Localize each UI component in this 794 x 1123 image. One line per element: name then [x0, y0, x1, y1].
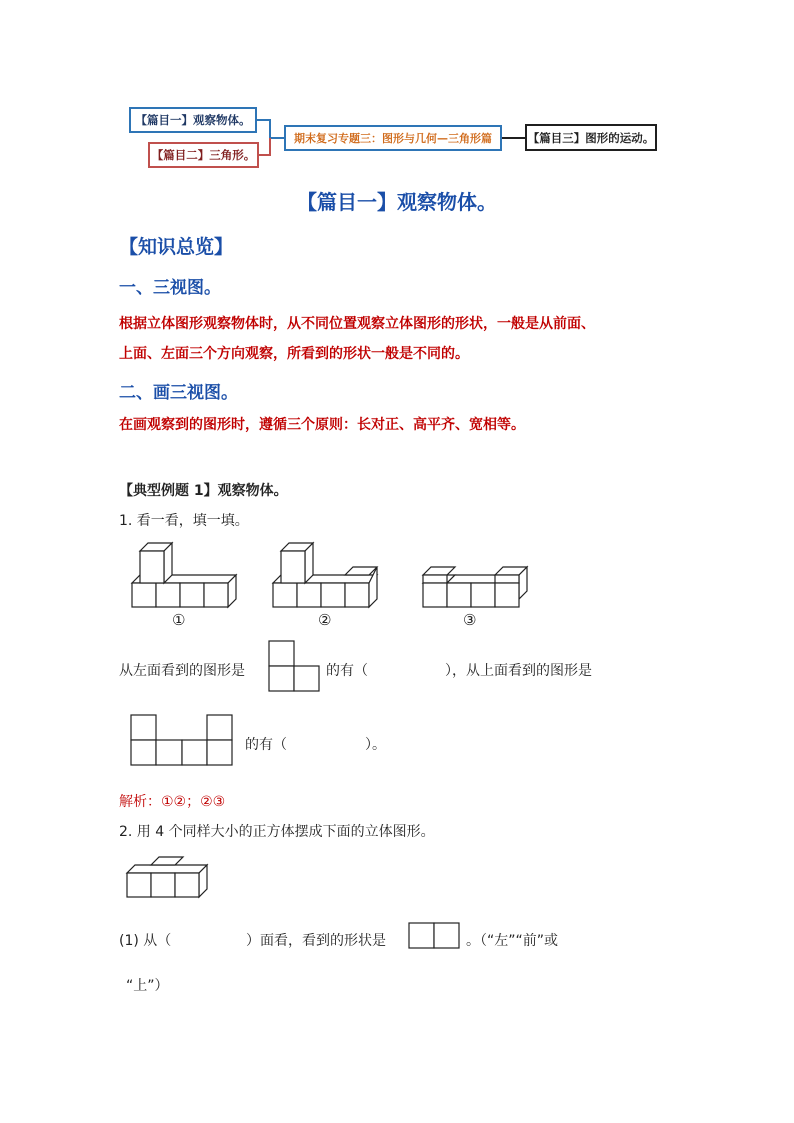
- q1-text-d: 的有（: [245, 737, 287, 753]
- section1-line1: 根据立体图形观察物体时，从不同位置观察立体图形的形状，一般是从前面、: [119, 316, 595, 332]
- q2-1-text-b: ）面看，看到的形状是: [246, 933, 386, 949]
- example-heading: 【典型例题 1】观察物体。: [119, 483, 288, 499]
- section2-heading: 二、画三视图。: [119, 383, 238, 403]
- section1-heading: 一、三视图。: [119, 278, 221, 298]
- view-two-squares: [408, 922, 462, 950]
- question-2: 2. 用 4 个同样大小的正方体摆成下面的立体图形。: [119, 824, 435, 840]
- figure-3-drawing: [423, 567, 527, 607]
- q1-text-b: 的有（: [326, 663, 368, 679]
- figure-label-1: ①: [172, 611, 186, 629]
- figure-label-3: ③: [463, 611, 477, 629]
- q2-1-text-a: (1) 从（: [119, 933, 172, 949]
- q1-blank-1[interactable]: [372, 676, 442, 677]
- page-title: 【篇目一】观察物体。: [297, 190, 497, 214]
- mindmap-branch-1: 【篇目一】观察物体。: [129, 107, 257, 133]
- left-view-shape: [268, 640, 322, 694]
- four-cubes-figure: [124, 853, 214, 899]
- section1-line2: 上面、左面三个方向观察，所看到的形状一般是不同的。: [119, 346, 469, 362]
- q1-text-e: ）。: [365, 737, 386, 753]
- top-view-shape: [130, 714, 236, 768]
- mindmap-center: 期末复习专题三：图形与几何—三角形篇: [284, 125, 502, 151]
- question-1: 1. 看一看，填一填。: [119, 513, 249, 529]
- q1-text-c: ），从上面看到的图形是: [445, 663, 592, 679]
- section2-line1: 在画观察到的图形时，遵循三个原则：长对正、高平齐、宽相等。: [119, 417, 525, 433]
- q1-blank-2[interactable]: [292, 750, 362, 751]
- figure-1-drawing: [132, 543, 236, 607]
- q2-1-text-c: 。（“左”“前”或: [466, 933, 559, 949]
- mindmap-branch-3: 【篇目三】图形的运动。: [525, 124, 657, 151]
- q2-1-text-d: “上”）: [126, 978, 169, 994]
- overview-heading: 【知识总览】: [119, 236, 234, 258]
- mindmap-branch-2: 【篇目二】三角形。: [148, 142, 259, 168]
- cube-figures: [120, 538, 540, 613]
- q2-blank[interactable]: [180, 946, 240, 947]
- figure-2-drawing: [273, 543, 377, 607]
- mindmap-connectors: [0, 0, 794, 200]
- q1-text-a: 从左面看到的图形是: [119, 663, 245, 679]
- answer-text: 解析：①②；②③: [119, 794, 226, 810]
- figure-label-2: ②: [318, 611, 332, 629]
